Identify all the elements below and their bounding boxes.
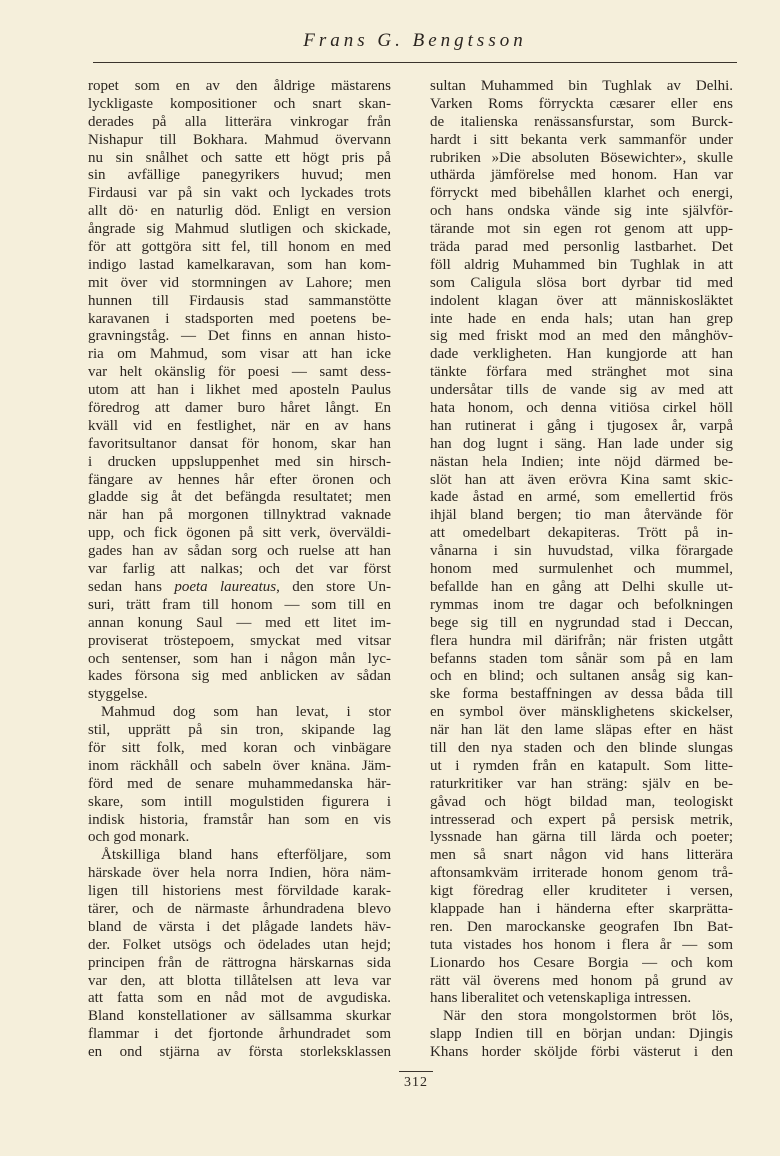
text-line: Åtskilliga bland hans efterföljare, som [101, 847, 391, 864]
text-line: träda parad med personlig lastbarhet. Det [430, 239, 733, 256]
text-line: var farlig att nalkas; och det var först [88, 561, 391, 578]
text-line: När den stora mongolstormen bröt lös, [443, 1008, 733, 1025]
paragraph [430, 1008, 733, 1062]
text-line: vånarna i sin huvudstad, vilka förargade [430, 543, 733, 560]
text-line: lyckligaste kompositioner och snart skan- [88, 95, 391, 112]
text-line: förryckt med bibehållen klarhet och energi, [430, 185, 733, 202]
text-segment: sedan hans [88, 578, 175, 595]
text-line: gåvad och högt bildad man, teologiskt [430, 793, 733, 810]
text-line: upp, och fick ögonen på sitt verk, överväldi- [88, 525, 391, 542]
text-line: hata honom, och denna vitiösa cirkel höll [430, 400, 733, 417]
paragraph [88, 704, 391, 847]
text-line: gladde sig åt det befängda resultatet; men [88, 489, 391, 506]
text-line: när han på morgonen tillnyktrad vaknade [88, 507, 391, 524]
text-line: rätt väl överens med honom på grund av [430, 972, 733, 989]
text-line: kade åstad en armé, som emellertid frös [430, 489, 733, 506]
text-line [88, 579, 391, 597]
text-line: och en blind; och sultanen ansåg sig kan- [430, 668, 733, 685]
text-line: principen från de rättrogna härskarnas sida [88, 954, 391, 971]
text-line: Bland konstellationer av sällsamma skurkar [88, 1008, 391, 1025]
text-line: suri, trätt fram till honom — som till en [88, 596, 391, 613]
paragraph [88, 847, 391, 1062]
text-line: flera hundra mil därifrån; när fristen utgått [430, 632, 733, 649]
text-line: indolent klagan över att människosläktet [430, 292, 733, 309]
text-line: aftonsamkväm irriterade honom genom trå- [430, 865, 733, 882]
text-line: i drucken uppsluppenhet med sin hirsch- [88, 453, 391, 470]
text-line: utom att han i likhet med aposteln Paulus [88, 382, 391, 399]
text-line: de italienska renässansfurstar, som Burck- [430, 113, 733, 130]
text-line: kigt föredrag eller kruditeter i versen, [430, 883, 733, 900]
text-line: fängare av hennes hår efter öronen och [88, 471, 391, 488]
text-line: en symbol över mänsklighetens skickelser, [430, 704, 733, 721]
text-line: nu sin snålhet och satte ett högt pris på [88, 149, 391, 166]
running-header: Frans G. Bengtsson [303, 30, 527, 51]
text-line: ske forma bestaffningen av dessa båda till [430, 686, 733, 703]
text-line: tärande mot sin egen rot genom att upp- [430, 221, 733, 238]
text-line: Mahmud dog som han levat, i stor [101, 704, 391, 721]
text-line: allt dö· en naturlig död. Enligt en version [88, 203, 391, 220]
text-line: Nishapur till Bokhara. Mahmud övervann [88, 131, 391, 148]
text-line: derades på alla litterära vinkrogar från [88, 113, 391, 130]
text-line: skare, som intill mogulstiden figurera i [88, 793, 391, 810]
text-line: klappade han i händerna efter skarprätta- [430, 900, 733, 917]
text-line: tuta vistades hos honom i flera år — som [430, 936, 733, 953]
text-line: sin avfällige panegyrikers huvud; men [88, 167, 391, 184]
text-line: der. Folket utsögs och ödelades utan hejd; [88, 936, 391, 953]
text-line: tänkte förfara med stränghet mot sina [430, 364, 733, 381]
text-line: stil, upprätt på sin tron, skipande lag [88, 722, 391, 739]
text-line: härskade över hela norra Indien, höra näm- [88, 865, 391, 882]
text-line: proviserat tröstepoem, smyckat med vitsar [88, 632, 391, 649]
text-line: raturkritiker var han sträng: själv en be- [430, 775, 733, 792]
text-line: annan konung Saul — med ett litet im- [88, 614, 391, 631]
text-line: nästan hela Indien; inte nöjd därmed be- [430, 453, 733, 470]
text-line: honom med surmulenhet och mummel, [430, 561, 733, 578]
text-line: slöt han att även erövra Kina samt skic- [430, 471, 733, 488]
text-line: rubriken »Die absoluten Bösewichter», skulle [430, 149, 733, 166]
text-line: intresserad och expert på persisk metrik, [430, 811, 733, 828]
text-line: att omedelbart dekapiteras. Trött på in- [430, 525, 733, 542]
text-line: förd med de senare muhammedanska här- [88, 775, 391, 792]
text-line: tärer, och de närmaste århundradena blevo [88, 900, 391, 917]
text-line: mit över vid stormningen av Lahore; men [88, 274, 391, 291]
text-line: lyssnade han gärna till lärda och poeter; [430, 829, 733, 846]
paragraph [430, 78, 733, 1008]
text-line: befallde han en gång att Delhi skulle ut- [430, 578, 733, 595]
text-line: hardt i sitt bekanta verk sammanför under [430, 131, 733, 148]
text-line: sig med friskt mod an med den månghöv- [430, 328, 733, 345]
text-line: och hans ondska vände sig inte självför- [430, 203, 733, 220]
text-line: inom räckhåll och sabeln över knäna. Jäm- [88, 757, 391, 774]
text-line: ångrade sig Mahmud slutligen och skickade, [88, 221, 391, 238]
paragraph [88, 78, 391, 704]
text-line: kväll vid en festlighet, när en av hans [88, 417, 391, 434]
text-line: rymmas inom tre dagar och befolkningen [430, 596, 733, 613]
left-column [88, 78, 391, 1062]
text-line: Lionardo hos Cesare Borgia — och kom [430, 954, 733, 971]
text-line: undersåtar tills de vande sig av med att [430, 382, 733, 399]
text-line: karavanen i stadsporten med poetens be- [88, 310, 391, 327]
text-line: han rutinerat i gång i tjugosex år, varpå [430, 417, 733, 434]
footer-rule [399, 1071, 433, 1072]
text-line: och sentenser, som han i någon mån lyc- [88, 650, 391, 667]
text-line: ihjäl bland bergen; tio man återvände för [430, 507, 733, 524]
text-line: slapp Indien till en början undan: Djingis [430, 1026, 733, 1043]
text-line: att fatta som en nåd mot de avgudiska. [88, 990, 391, 1007]
text-line: och god monark. [88, 829, 190, 846]
text-line: ren. Den marockanske geografen Ibn Bat- [430, 918, 733, 935]
text-line: var den, att blotta tillåtelsen att leva var [88, 972, 391, 989]
text-line: hans liberalitet och vetenskapliga intressen. [430, 990, 692, 1007]
text-line: bland de värsta i det plågade landets häv- [88, 918, 391, 935]
text-line: när han lät den lame släpas efter en häst [430, 722, 733, 739]
text-line: ligen till historiens mest förvildade karak- [88, 883, 391, 900]
text-line: kades försona sig med anblicken av sådan [88, 668, 391, 685]
text-line: bege sig till en nygrundad stad i Deccan, [430, 614, 733, 631]
text-line: för sitt folk, med koran och vinbägare [88, 739, 391, 756]
text-line: inte hade en enda hals; utan han grep [430, 310, 733, 327]
text-line: indisk historia, framstår han som en vis [88, 811, 391, 828]
text-line: föll aldrig Muhammed bin Tughlak in att [430, 256, 733, 273]
text-line: till den nya staden och den blinde slungas [430, 739, 733, 756]
text-line: sultan Muhammed bin Tughlak av Delhi. [430, 78, 733, 94]
text-line: ropet som en av den åldrige mästarens [88, 78, 391, 94]
text-line: favoritsultanor dansat för honom, skar han [88, 435, 391, 452]
text-line: ria om Mahmud, som visar att han icke [88, 346, 391, 363]
text-line: Varken Roms förryckta cæsarer eller ens [430, 95, 733, 112]
text-line: gades han av sådan sorg och ruelse att han [88, 543, 391, 560]
text-line: indigo lastad kamelkaravan, som han kom- [88, 256, 391, 273]
text-line: gravningståg. — Det finns en annan histo- [88, 328, 391, 345]
text-line: som Caligula slösa bort dyrbar tid med [430, 274, 733, 291]
text-line: Firdausi var på sin vakt och lyckades trots [88, 185, 391, 202]
text-line: ut i rymden från en katapult. Som litte- [430, 757, 733, 774]
text-line: var helt okänslig för poesi — samt dess- [88, 364, 391, 381]
text-segment: , den store Un- [276, 578, 392, 595]
text-line: han dog lugnt i säng. Han lade under sig [430, 435, 733, 452]
text-line: flammar i det fjortonde århundradet som [88, 1026, 391, 1043]
text-line: en ond stjärna av första storleksklassen [88, 1044, 391, 1061]
text-line: uthärda jämförelse med honom. Han var [430, 167, 733, 184]
header-rule [93, 62, 737, 63]
right-column [430, 78, 733, 1062]
text-line: styggelse. [88, 686, 148, 703]
text-line: men så snart någon vid hans litterära [430, 847, 733, 864]
text-line: befanns staden tom sånär som på en lam [430, 650, 733, 667]
italic-phrase: poeta laureatus [174, 578, 277, 595]
page-number: 312 [404, 1075, 428, 1090]
text-line: Khans horder sköljde förbi västerut i den [430, 1044, 733, 1061]
text-line: dade verkligheten. Han kungjorde att han [430, 346, 733, 363]
text-line: föredrog att damer buro håret långt. En [88, 400, 391, 417]
text-line: för att gottgöra sitt fel, till honom en med [88, 239, 391, 256]
text-line: hunnen till Firdausis stad sammanstötte [88, 292, 391, 309]
